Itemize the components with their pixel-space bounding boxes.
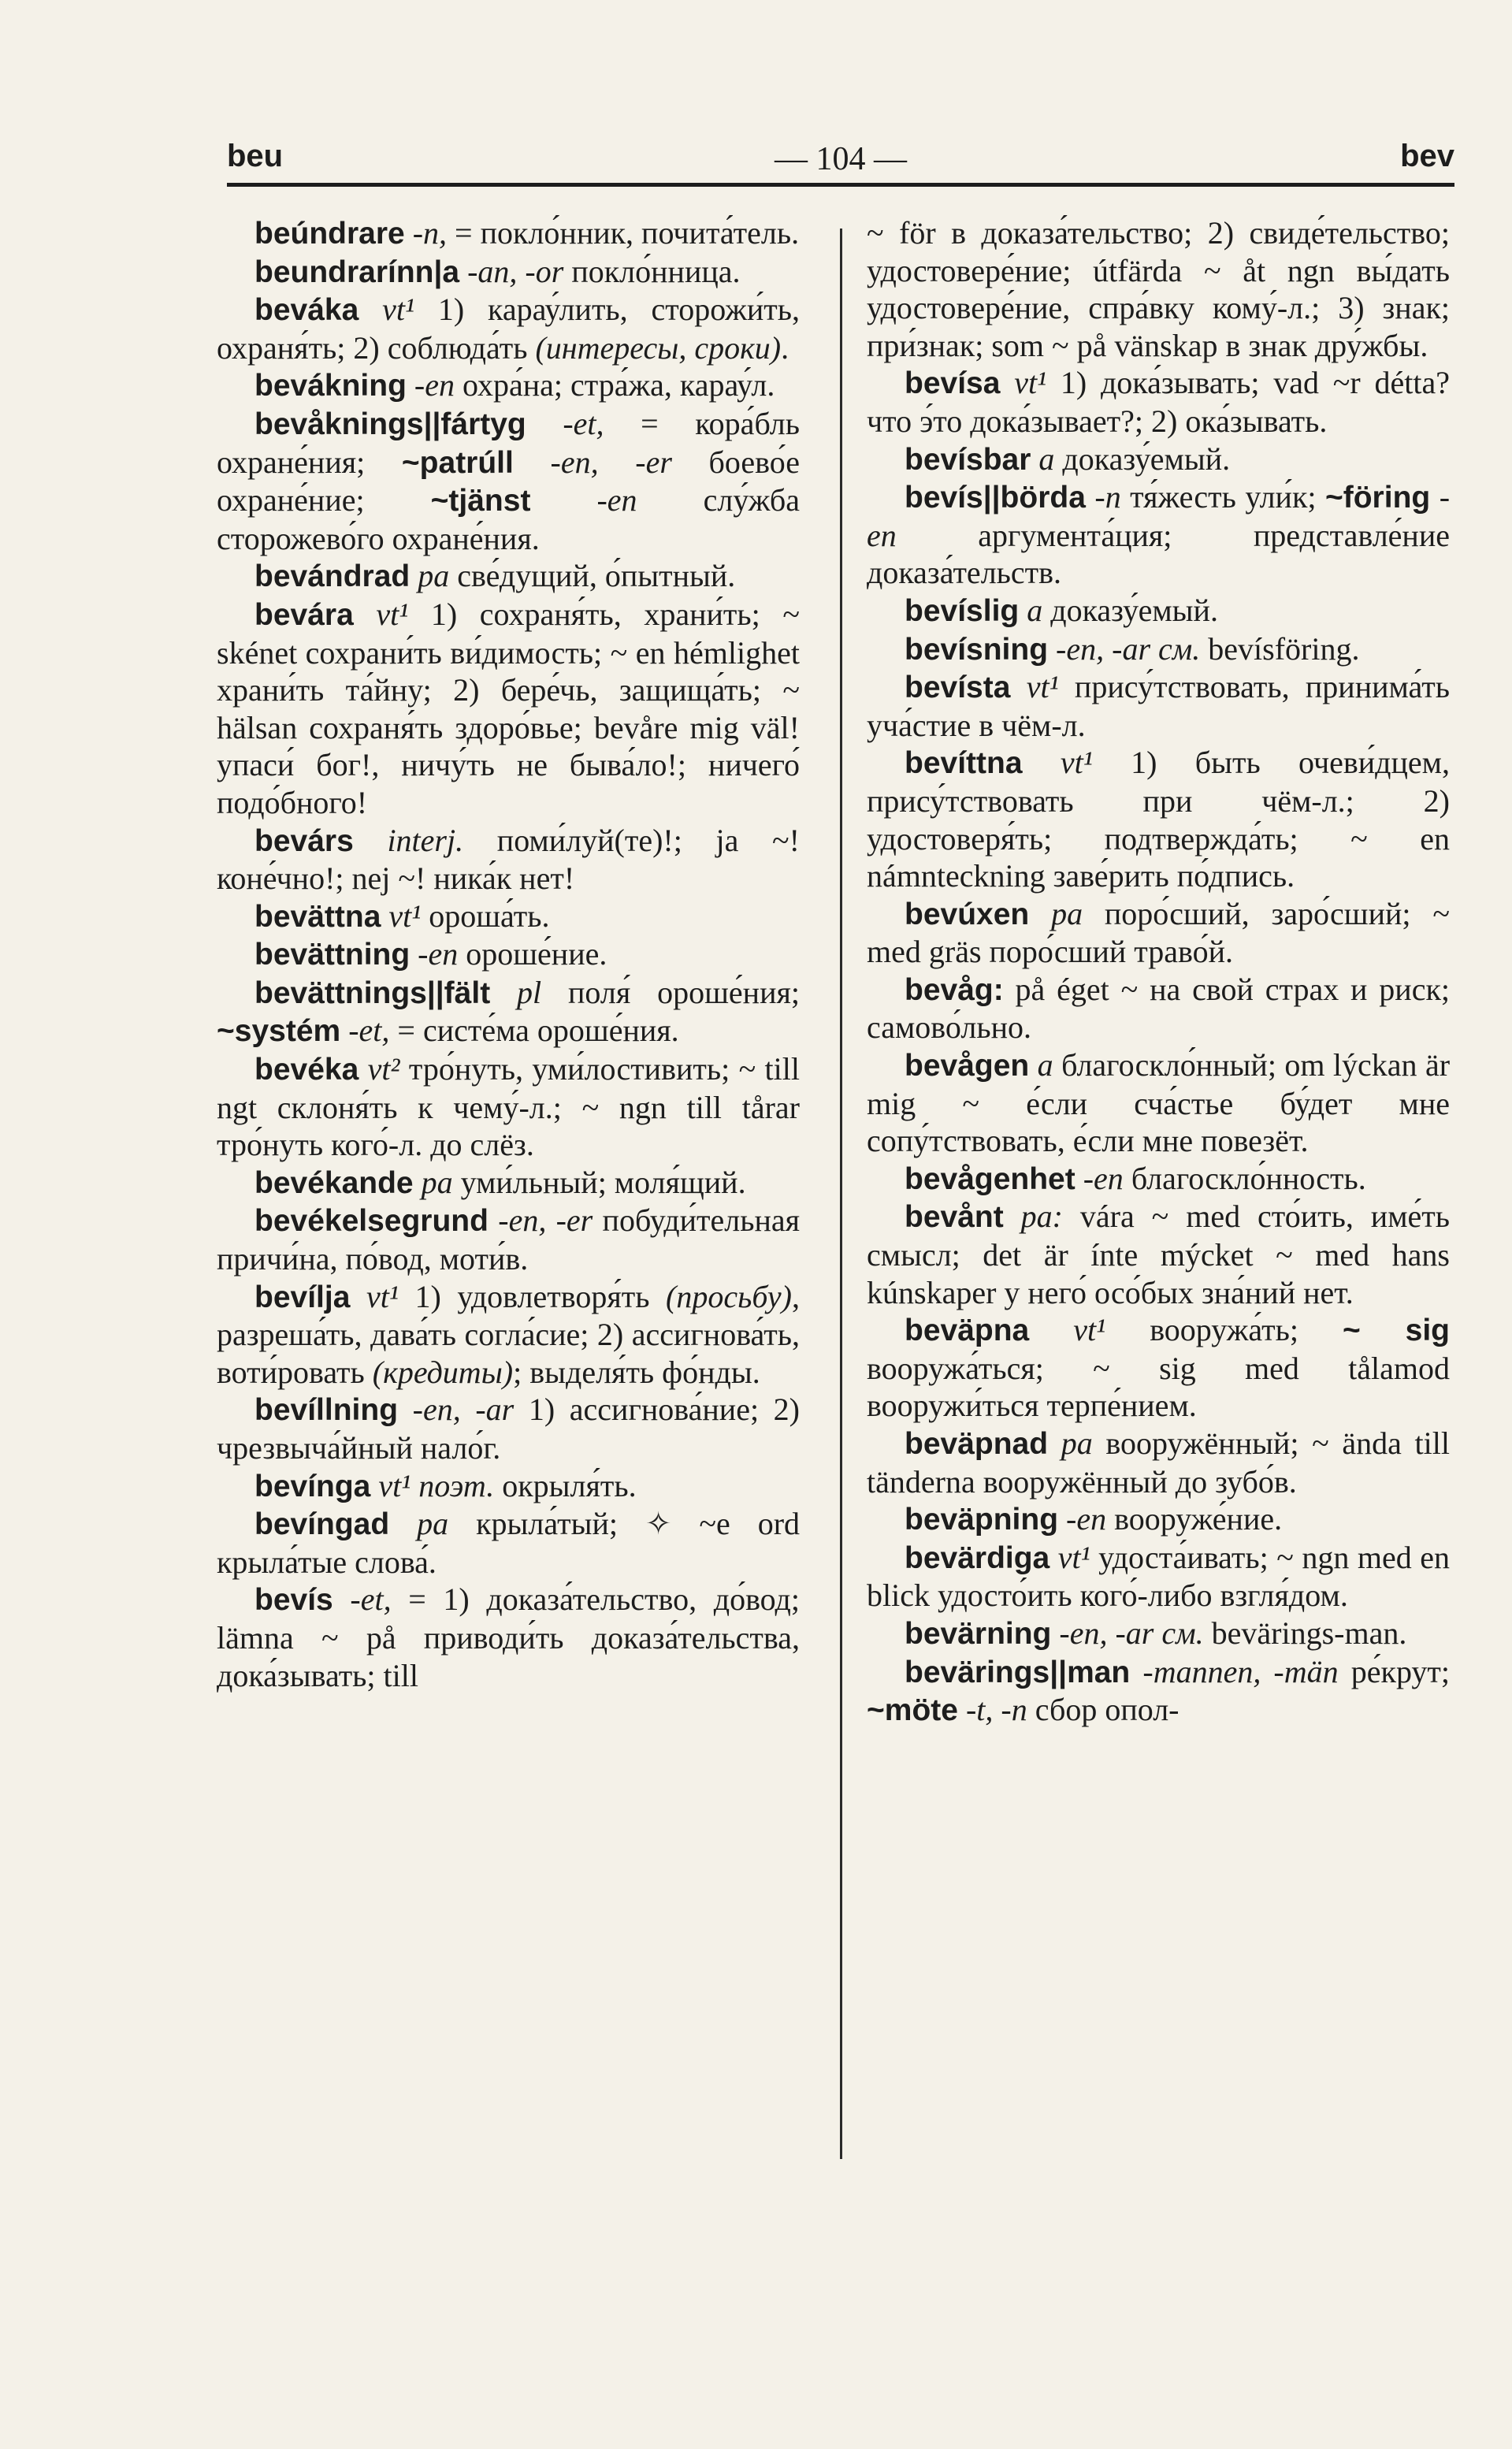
- dictionary-entry: [867, 1046, 1450, 1160]
- entry-text: аргумента́ция; представле́ние доказа́тельств.: [867, 517, 1450, 591]
- entry-text: [398, 1392, 413, 1427]
- dictionary-entry: [867, 1311, 1450, 1425]
- entry-headword: bevíslig: [905, 593, 1020, 628]
- entry-headword: beúndrare: [254, 217, 405, 251]
- entry-headword: bevísbar: [905, 442, 1031, 477]
- entry-headword: bevísning: [905, 632, 1049, 667]
- entry-headword: bevíngad: [254, 1507, 390, 1542]
- entry-text: [1029, 896, 1051, 931]
- entry-headword: bevíttna: [905, 746, 1023, 781]
- dictionary-entry: [217, 214, 800, 253]
- entry-text: ре́крут;: [1338, 1653, 1451, 1689]
- dictionary-entry: [217, 1278, 800, 1392]
- entry-grammar: -en: [418, 936, 459, 972]
- entry-grammar: vt¹: [366, 1278, 399, 1314]
- entry-text: 1) быть очеви́дцем, прису́тствовать при чём-л.; 2) удостоверя́ть; подтвержда́ть; ~ en námnteckning заве́рить по́дпись.: [867, 745, 1450, 894]
- entry-headword: bevärning: [905, 1616, 1052, 1651]
- entry-headword: bevínga: [254, 1469, 371, 1503]
- dictionary-entry: [217, 366, 800, 405]
- entry-text: [1031, 441, 1038, 477]
- entry-grammar: vt¹: [1060, 745, 1093, 781]
- entry-headword: bevís: [254, 1583, 333, 1618]
- entry-grammar: -en, -er: [550, 444, 672, 480]
- entry-headword: bevärdiga: [905, 1540, 1050, 1575]
- entry-headword: ~möte: [867, 1693, 958, 1728]
- entry-headword: ~patrúll: [401, 445, 514, 480]
- entry-text: vára ~ med сто́ить, име́ть смысл; det är ínte mýcket ~ med hans kúnskaper у него́ осо́бых зна́ний нет.: [867, 1198, 1450, 1310]
- entry-text: [1010, 669, 1026, 704]
- entry-headword: bevúxen: [905, 897, 1030, 931]
- entry-text: [1086, 479, 1094, 515]
- entry-headword: bevára: [254, 597, 354, 632]
- dictionary-entry: [867, 1160, 1450, 1198]
- entry-text: охра́на; стра́жа, карау́л.: [454, 367, 775, 403]
- entry-headword: bevákning: [254, 369, 407, 403]
- entry-grammar: -en: [1066, 1501, 1107, 1537]
- entry-text: [1051, 1615, 1059, 1651]
- entry-text: [381, 898, 388, 934]
- entry-text: вооружённый; ~ ända till tänderna вооружённый до зубо́в.: [867, 1425, 1450, 1500]
- entry-text: [358, 1051, 367, 1087]
- entry-text: ~ för в доказа́тельство; 2) свиде́тельство; удостовере́ние; útfärda ~ åt ngn вы́дать удостовере́ние, спра́вку кому́-л.; 3) знак; при́знак; som ~ på vänskap в знак дру́жбы.: [867, 215, 1450, 363]
- entry-headword: bevånt: [905, 1200, 1004, 1235]
- entry-grammar: a: [1038, 440, 1055, 477]
- entry-text: све́дущий, о́пытный.: [449, 558, 736, 594]
- entry-grammar: -en, -ar см.: [1059, 1615, 1204, 1651]
- dictionary-entry: [217, 897, 800, 936]
- entry-text: [410, 936, 418, 972]
- entry-text: доказу́емый.: [1054, 440, 1231, 477]
- entry-grammar: -an, -or: [467, 253, 564, 289]
- entry-headword: bevísa: [905, 366, 1001, 401]
- entry-text: [526, 406, 563, 441]
- entry-headword: ~systém: [217, 1014, 341, 1049]
- entry-grammar: (интересы, сроки): [535, 329, 782, 366]
- entry-headword: bevís||börda: [905, 481, 1086, 515]
- entry-headword: beundrarínn|a: [254, 255, 460, 289]
- entry-text: крыла́тый; ✧ ~e ord крыла́тые слова́.: [217, 1506, 801, 1580]
- entry-grammar: -en, -ar см.: [1056, 630, 1201, 667]
- entry-grammar: -en, -er: [498, 1202, 593, 1239]
- entry-grammar: pa: [418, 558, 450, 594]
- entry-text: поми́луй(те)!; ja ~! коне́чно!; nej ~! ника́к нет!: [217, 822, 800, 897]
- dictionary-entry: [217, 291, 800, 366]
- entry-text: = 1) доказа́тельство, до́вод; lämna ~ på приводи́ть доказа́тельства, дока́зывать; till: [217, 1581, 800, 1693]
- entry-headword: bevéka: [254, 1053, 359, 1087]
- entry-text: [1029, 1312, 1073, 1347]
- entry-text: [1048, 1425, 1061, 1461]
- entry-grammar: -et,: [350, 1581, 392, 1618]
- entry-headword: bevättnings||fält: [254, 976, 491, 1010]
- entry-text: ; выделя́ть фо́нды.: [513, 1354, 760, 1390]
- entry-text: ороше́ние.: [458, 936, 607, 972]
- dictionary-entry: [217, 1050, 800, 1164]
- entry-text: 1) удовлетворя́ть: [398, 1278, 667, 1314]
- entry-headword: bevåg:: [905, 972, 1004, 1007]
- entry-text: [489, 1202, 498, 1238]
- entry-grammar: -n,: [412, 215, 448, 251]
- dictionary-entry: [867, 744, 1450, 894]
- entry-headword: bevísta: [905, 671, 1011, 705]
- entry-text: благоскло́нный; om lýckan är mig ~ е́сли сча́стье бу́дет мне сопу́тствовать, е́сли мне повезёт.: [867, 1047, 1451, 1159]
- entry-text: вооружа́ть;: [1105, 1312, 1343, 1348]
- entry-grammar: -et,: [563, 405, 604, 441]
- entry-text: [414, 1165, 422, 1200]
- entry-grammar: поэт.: [418, 1467, 495, 1503]
- dictionary-entry: [867, 478, 1450, 592]
- entry-headword: beväpna: [905, 1314, 1030, 1348]
- entry-text: [1023, 745, 1061, 780]
- dictionary-entry: [867, 630, 1450, 669]
- entry-text: окрыля́ть.: [494, 1467, 637, 1503]
- entry-text: удоста́ивать; ~ ngn med en blick удосто́ить кого́-либо взгля́дом.: [867, 1539, 1450, 1614]
- column-divider: [840, 229, 842, 2159]
- entry-headword: bevékelsegrund: [254, 1204, 489, 1239]
- entry-text: [354, 823, 388, 858]
- guide-word-left: beu: [227, 139, 284, 173]
- dictionary-entry: [867, 214, 1450, 364]
- entry-text: [1058, 1501, 1066, 1537]
- entry-text: тро́нуть, уми́лостивить; ~ till ngt склоня́ть к чему́-л.; ~ ngn till tårar тро́нуть кого́-л. до слёз.: [217, 1051, 801, 1163]
- entry-text: [411, 1468, 418, 1503]
- entry-text: благоскло́нность.: [1123, 1160, 1366, 1196]
- entry-headword: ~ sig: [1342, 1314, 1450, 1348]
- entry-text: [350, 1279, 366, 1314]
- entry-headword: ~tjänst: [430, 484, 531, 518]
- dictionary-entry: [867, 440, 1450, 479]
- dictionary-entry: [867, 971, 1450, 1046]
- entry-grammar: (просьбу): [666, 1278, 792, 1314]
- entry-text: 1) дока́зывать; vad ~r détta? что э́то дока́зывает?; 2) ока́зывать.: [867, 365, 1451, 439]
- entry-grammar: vt¹: [382, 292, 414, 328]
- dictionary-entry: [217, 822, 800, 897]
- dictionary-entry: [217, 1467, 800, 1506]
- entry-text: [1049, 1540, 1058, 1575]
- entry-headword: bevärings||man: [905, 1655, 1131, 1689]
- entry-text: побуди́тельная причи́на, по́вод, моти́в.: [217, 1202, 800, 1277]
- entry-text: [459, 254, 467, 289]
- entry-text: [1048, 631, 1056, 667]
- entry-text: [1430, 479, 1439, 515]
- entry-headword: bevågen: [905, 1049, 1030, 1083]
- left-column: [217, 214, 800, 1694]
- dictionary-entry: [217, 557, 800, 596]
- dictionary-entry: [867, 668, 1450, 744]
- entry-text: поро́сший, заро́сший; ~ med gräs поро́сший траво́й.: [867, 895, 1450, 970]
- entry-text: = систе́ма ороше́ния.: [389, 1013, 679, 1049]
- dictionary-entry: [217, 1164, 800, 1202]
- dictionary-entry: [867, 895, 1450, 971]
- dictionary-entry: [867, 1539, 1450, 1615]
- entry-text: [1004, 1198, 1021, 1234]
- entry-grammar: vt¹: [1014, 365, 1047, 401]
- entry-text: [354, 596, 377, 632]
- dictionary-entry: [217, 974, 800, 1050]
- entry-text: [958, 1692, 966, 1727]
- entry-text: тя́жесть ули́к;: [1120, 479, 1325, 515]
- entry-text: доказу́емый.: [1042, 592, 1218, 628]
- entry-text: [407, 367, 414, 403]
- entry-grammar: pa: [417, 1506, 449, 1542]
- dictionary-entry: [867, 1425, 1450, 1500]
- dictionary-entry: [867, 1198, 1450, 1311]
- entry-text: [340, 1013, 348, 1048]
- dictionary-entry: [217, 1581, 800, 1694]
- entry-text: [530, 482, 596, 518]
- entry-grammar: -mannen, -män: [1142, 1653, 1339, 1689]
- entry-text: [370, 1468, 378, 1503]
- entry-headword: bevättning: [254, 938, 411, 972]
- entry-headword: bevågenhet: [905, 1161, 1075, 1196]
- entry-headword: bevåknings||fártyg: [254, 407, 526, 441]
- entry-headword: bevílja: [254, 1280, 351, 1314]
- dictionary-entry: [867, 364, 1450, 440]
- entry-text: сбор опол-: [1027, 1692, 1180, 1728]
- entry-text: på éget ~ на свой страх и риск; самово́льно.: [867, 971, 1450, 1046]
- page-header: [227, 139, 1454, 187]
- entry-headword: bevárs: [254, 823, 354, 858]
- dictionary-entry: [867, 1653, 1450, 1730]
- entry-grammar: vt²: [367, 1051, 400, 1087]
- entry-headword: bevándrad: [254, 559, 411, 594]
- entry-text: ороша́ть.: [421, 897, 550, 934]
- dictionary-entry: [217, 1391, 800, 1466]
- entry-grammar: pa: [421, 1164, 453, 1200]
- entry-grammar: -en: [596, 482, 637, 518]
- entry-grammar: a: [1037, 1047, 1053, 1083]
- entry-grammar: -en, -ar: [412, 1392, 515, 1428]
- entry-grammar: pa:: [1020, 1198, 1063, 1235]
- entry-grammar: -en: [867, 479, 1451, 553]
- entry-text: , разреша́ть, дава́ть согла́сие; 2) ассигнова́ть, воти́ровать: [217, 1278, 800, 1390]
- entry-text: [405, 215, 413, 251]
- entry-text: поля́ ороше́ния;: [541, 974, 800, 1010]
- right-column: [867, 214, 1450, 1730]
- entry-text: 1) карау́лить, сторожи́ть, охраня́ть; 2) соблюда́ть: [217, 292, 800, 366]
- entry-grammar: vt¹: [1057, 1539, 1090, 1575]
- entry-grammar: vt¹: [388, 897, 422, 934]
- dictionary-entry: [867, 1500, 1450, 1539]
- entry-grammar: (кредиты): [372, 1354, 514, 1390]
- entry-grammar: a: [1027, 592, 1043, 628]
- dictionary-entry: [867, 1615, 1450, 1653]
- entry-grammar: vt¹: [1026, 669, 1059, 705]
- entry-grammar: -t, -n: [965, 1692, 1027, 1728]
- entry-text: [1019, 593, 1027, 628]
- entry-text: слу́жба сторожево́го охране́ния.: [217, 482, 801, 556]
- entry-grammar: -et,: [348, 1013, 390, 1049]
- dictionary-entry: [217, 253, 800, 292]
- dictionary-entry: [867, 592, 1450, 630]
- entry-grammar: vt¹: [378, 1467, 411, 1503]
- page-number: — 104 —: [775, 141, 907, 177]
- entry-text: [490, 975, 517, 1010]
- entry-grammar: pa: [1051, 895, 1083, 931]
- dictionary-entry: [217, 1505, 800, 1581]
- entry-grammar: pa: [1061, 1425, 1093, 1461]
- entry-text: = кора́бль охране́ния;: [217, 405, 800, 480]
- entry-grammar: vt¹: [376, 596, 409, 632]
- entry-headword: bevékande: [254, 1165, 414, 1200]
- entry-grammar: -en: [414, 367, 455, 403]
- dictionary-entry: [217, 935, 800, 974]
- dictionary-entry: [217, 596, 800, 822]
- entry-headword: ~föring: [1324, 481, 1431, 515]
- entry-text: = покло́нник, почита́тель.: [447, 215, 800, 251]
- entry-text: 1) ассигнова́ние; 2) чрезвыча́йный нало́г.: [217, 1392, 801, 1466]
- entry-text: [514, 444, 551, 480]
- entry-text: [1029, 1047, 1037, 1083]
- dictionary-entry: [217, 1202, 800, 1277]
- entry-text: 1) сохраня́ть, храни́ть; ~ skénet сохрани́ть ви́димость; ~ en hémlighet храни́ть та́йну; 2) бере́чь, защища́ть; ~ hälsan сохраня́ть здоро́вье; bevåre mig väl! упаси́ бог!, ничу́ть не быва́ло!; ничего́ подо́бного!: [217, 596, 800, 820]
- entry-text: вооружа́ться; ~ sig med tålamod вооружи́ться терпе́нием.: [867, 1350, 1450, 1424]
- entry-text: [389, 1506, 417, 1541]
- entry-grammar: pl: [517, 974, 542, 1010]
- entry-text: bevísföring.: [1200, 630, 1360, 667]
- entry-text: [333, 1581, 351, 1617]
- entry-headword: bevíllning: [254, 1393, 399, 1428]
- entry-text: [1130, 1654, 1142, 1689]
- entry-text: прису́тствовать, принима́ть уча́стие в чём-л.: [867, 669, 1451, 743]
- entry-text: вооруже́ние.: [1106, 1501, 1283, 1537]
- entry-text: [1075, 1161, 1083, 1196]
- entry-text: покло́нница.: [563, 253, 741, 289]
- entry-text: bevärings-man.: [1203, 1615, 1407, 1651]
- entry-text: [358, 292, 382, 327]
- entry-text: .: [781, 329, 789, 366]
- entry-text: уми́льный; моля́щий.: [452, 1164, 746, 1200]
- entry-grammar: vt¹: [1073, 1312, 1106, 1348]
- entry-text: боево́е охране́ние;: [217, 444, 800, 518]
- entry-text: [410, 558, 418, 593]
- entry-grammar: -n: [1094, 479, 1121, 515]
- entry-grammar: -en: [1083, 1160, 1124, 1196]
- entry-text: [1000, 365, 1014, 400]
- guide-word-right: bev: [1400, 139, 1454, 173]
- entry-headword: beväpnad: [905, 1427, 1049, 1461]
- dictionary-entry: [217, 405, 800, 557]
- entry-headword: beváka: [254, 293, 359, 328]
- entry-headword: bevättna: [254, 899, 381, 934]
- entry-headword: beväpning: [905, 1503, 1059, 1537]
- entry-grammar: interj.: [387, 822, 464, 858]
